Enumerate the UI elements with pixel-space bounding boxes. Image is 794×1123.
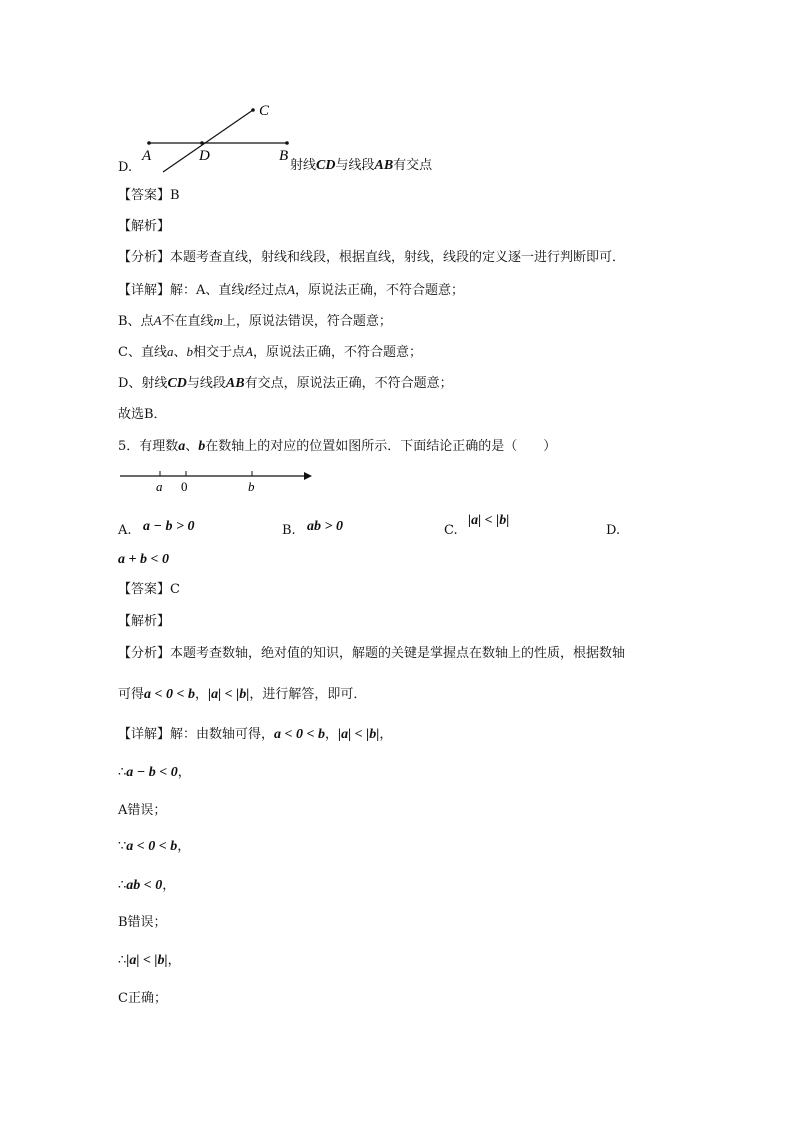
arrow-right-icon bbox=[304, 472, 312, 480]
point-b-dot bbox=[285, 141, 289, 145]
option-a-expr: a − b > 0 bbox=[143, 519, 195, 534]
q5-step-3: ∵a < 0 < b， bbox=[118, 839, 191, 854]
q5-step-2: A错误； bbox=[118, 803, 167, 818]
q5-step-4: ∴ab < 0， bbox=[118, 878, 176, 893]
q5-analysis-1: 【分析】本题考查数轴，绝对值的知识，解题的关键是掌握点在数轴上的性质，根据数轴 bbox=[118, 646, 626, 661]
q5-step-1: ∴a − b < 0， bbox=[118, 765, 191, 780]
q4-detail-4: D、射线CD与线段AB有交点，原说法正确，不符合题意； bbox=[118, 376, 453, 391]
point-c-dot bbox=[251, 108, 255, 112]
point-a-dot bbox=[147, 141, 151, 145]
q4-jiexi-heading: 【解析】 bbox=[118, 219, 171, 234]
q4-answer: 【答案】B bbox=[118, 188, 180, 203]
point-a-label: A bbox=[142, 148, 152, 164]
tick-b-label: b bbox=[248, 479, 255, 494]
q5-detail: 【详解】解：由数轴可得，a < 0 < b，|a| < |b|， bbox=[118, 727, 393, 742]
q5-step-7: C正确； bbox=[118, 991, 167, 1006]
q5-step-6: ∴|a| < |b|， bbox=[118, 953, 181, 968]
point-d-dot bbox=[200, 141, 204, 145]
point-c-label: C bbox=[259, 103, 270, 119]
q4-conclusion: 故选B． bbox=[118, 407, 167, 422]
tick-zero-label: 0 bbox=[181, 479, 188, 494]
q4-analysis: 【分析】本题考查直线，射线和线段，根据直线，射线，线段的定义逐一进行判断即可． bbox=[118, 250, 626, 265]
number-line-figure bbox=[118, 467, 318, 497]
option-d-caption: 射线CD与线段AB有交点 bbox=[290, 158, 433, 173]
q4-detail-1: 【详解】解：A、直线l经过点A，原说法正确，不符合题意； bbox=[118, 282, 464, 298]
option-d-letter: D. bbox=[118, 160, 133, 175]
q5-answer: 【答案】C bbox=[118, 582, 180, 597]
q5-jiexi-heading: 【解析】 bbox=[118, 614, 171, 629]
option-c-label: C. bbox=[444, 523, 458, 538]
option-b-label: B. bbox=[282, 523, 296, 538]
option-a-label: A. bbox=[118, 523, 132, 538]
q5-stem: 5．有理数a、b在数轴上的对应的位置如图所示．下面结论正确的是（ ） bbox=[118, 439, 557, 454]
q5-step-5: B错误； bbox=[118, 915, 167, 930]
option-d-label: D. bbox=[606, 523, 621, 538]
option-c-expr: |a| < |b| bbox=[468, 513, 510, 528]
option-b-expr: ab > 0 bbox=[307, 519, 343, 534]
q5-analysis-2: 可得a < 0 < b，|a| < |b|，进行解答，即可． bbox=[118, 687, 367, 702]
point-d-label: D bbox=[199, 148, 210, 164]
point-b-label: B bbox=[279, 148, 289, 164]
figure-ray-cd-segment-ab bbox=[135, 100, 315, 180]
tick-a-label: a bbox=[156, 479, 163, 494]
q4-detail-3: C、直线a、b相交于点A，原说法正确，不符合题意； bbox=[118, 344, 422, 360]
option-d-expr: a + b < 0 bbox=[118, 552, 169, 567]
q4-detail-2: B、点A不在直线m上，原说法错误，符合题意； bbox=[118, 313, 392, 329]
